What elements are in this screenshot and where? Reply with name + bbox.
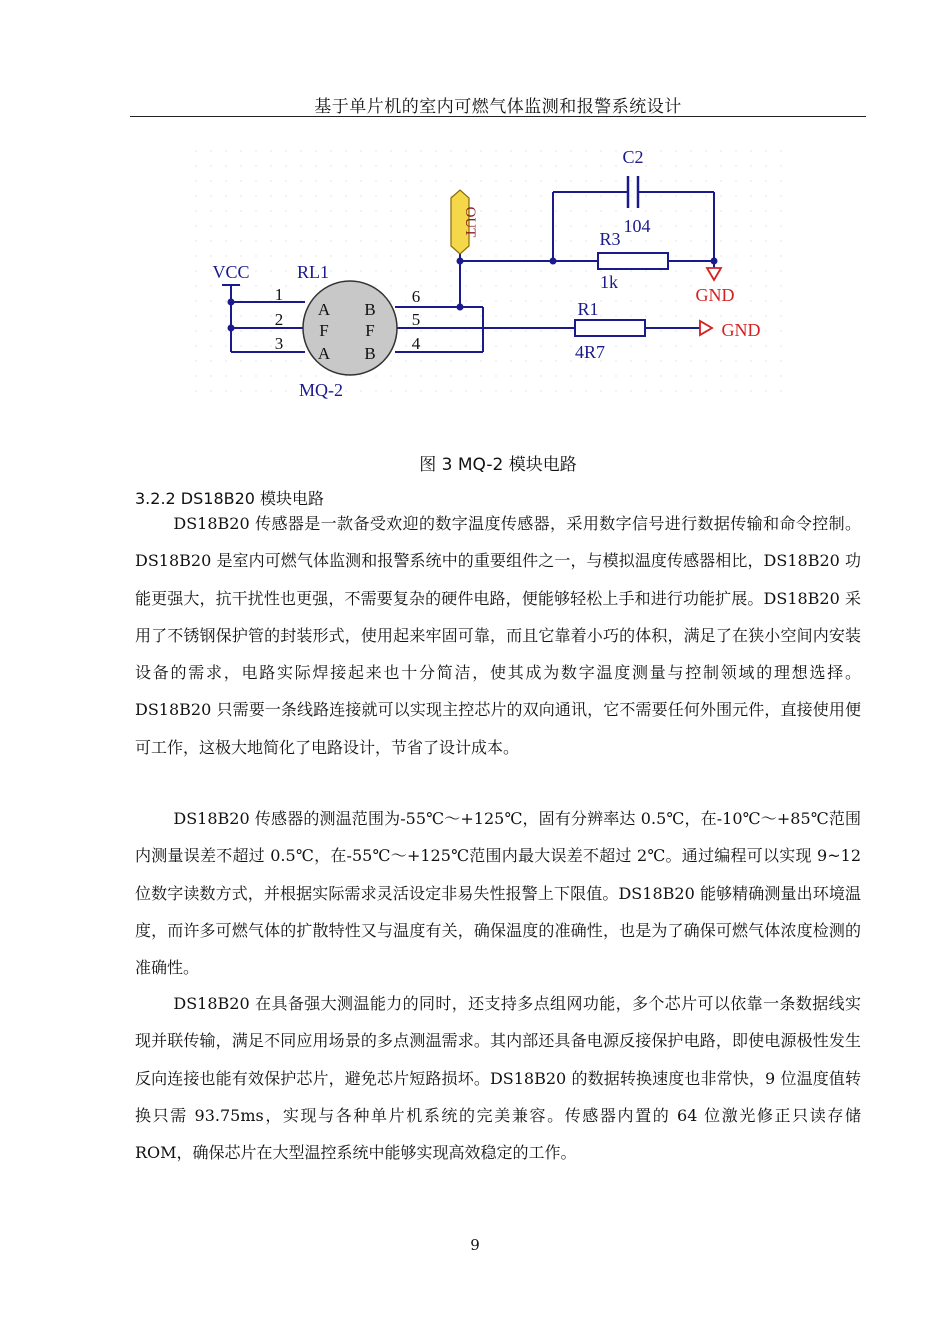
vcc-label: VCC <box>212 262 250 282</box>
body-paragraph-2: DS18B20 传感器的测温范围为-55℃～+125℃，固有分辨率达 0.5℃，在-10℃～+85℃范围内测量误差不超过 0.5℃，在-55℃～+125℃范围内最大误差不超过 2℃。通过编程可以实现 9~12 位数字读数方式，并根据实际需求灵活设定非易失性报警上下限值。DS18B20 能够精确测量出环境温度，而许多可燃气体的扩散特性又与温度有关，确保温度的准确性，也是为了确保可燃气体浓度检测的准确性。 <box>135 809 861 978</box>
rl1-label: RL1 <box>296 262 330 282</box>
mq2-circuit-diagram <box>0 0 950 440</box>
sensor-pin-f2-label: F <box>365 321 375 340</box>
c2-label: C2 <box>622 147 644 167</box>
sensor-pin-a-label: A <box>317 300 331 319</box>
resistor-r1 <box>575 320 645 336</box>
pin-6-label: 6 <box>411 287 421 306</box>
c2-value-label: 104 <box>623 216 651 236</box>
pin-5-label: 5 <box>411 310 421 329</box>
figure-caption: 图 3 MQ-2 模块电路 <box>419 455 577 475</box>
out-label: OUT <box>462 206 478 238</box>
body-paragraph-1: DS18B20 传感器是一款备受欢迎的数字温度传感器，采用数字信号进行数据传输和命令控制。DS18B20 是室内可燃气体监测和报警系统中的重要组件之一，与模拟温度传感器相比，DS18B20 功能更强大，抗干扰性也更强，不需要复杂的硬件电路，便能够轻松上手和进行功能扩展。DS18B20 采用了不锈钢保护管的封装形式，使用起来牢固可靠，而且它靠着小巧的体积，满足了在狭小空间内安装设备的需求，电路实际焊接起来也十分简洁，使其成为数字温度测量与控制领域的理想选择。DS18B20 只需要一条线路连接就可以实现主控芯片的双向通讯，它不需要任何外围元件，直接使用便可工作，这极大地简化了电路设计，节省了设计成本。 <box>135 514 861 757</box>
sensor-pin-a2-label: A <box>317 344 331 363</box>
page-header: 基于单片机的室内可燃气体监测和报警系统设计 <box>314 97 682 117</box>
pin-4-label: 4 <box>411 334 421 353</box>
sensor-pin-f-label: F <box>319 321 329 340</box>
body-paragraph-3: DS18B20 在具备强大测温能力的同时，还支持多点组网功能，多个芯片可以依靠一条数据线实现并联传输，满足不同应用场景的多点测温需求。其内部还具备电源反接保护电路，即使电源极性发生反向连接也能有效保护芯片，避免芯片短路损坏。DS18B20 的数据转换速度也非常快，9 位温度值转换只需 93.75ms，实现与各种单片机系统的完美兼容。传感器内置的 64 位激光修正只读存储 ROM，确保芯片在大型温控系统中能够实现高效稳定的工作。 <box>135 994 861 1163</box>
r3-label: R3 <box>599 229 621 249</box>
section-heading: 3.2.2 DS18B20 模块电路 <box>135 489 325 508</box>
pin-2-label: 2 <box>274 310 284 329</box>
gnd-right-label: GND <box>721 320 761 340</box>
mq2-label: MQ-2 <box>299 380 343 400</box>
r1-label: R1 <box>577 299 599 319</box>
r1-value-label: 4R7 <box>574 342 606 362</box>
pin-3-label: 3 <box>274 334 284 353</box>
resistor-r3 <box>598 253 668 269</box>
pin-1-label: 1 <box>274 285 284 304</box>
grid-background <box>195 145 785 400</box>
sensor-pin-b2-label: B <box>364 344 376 363</box>
sensor-pin-b-label: B <box>364 300 376 319</box>
r3-value-label: 1k <box>600 272 618 292</box>
page-number: 9 <box>470 1236 480 1254</box>
gnd-top-label: GND <box>695 285 735 305</box>
